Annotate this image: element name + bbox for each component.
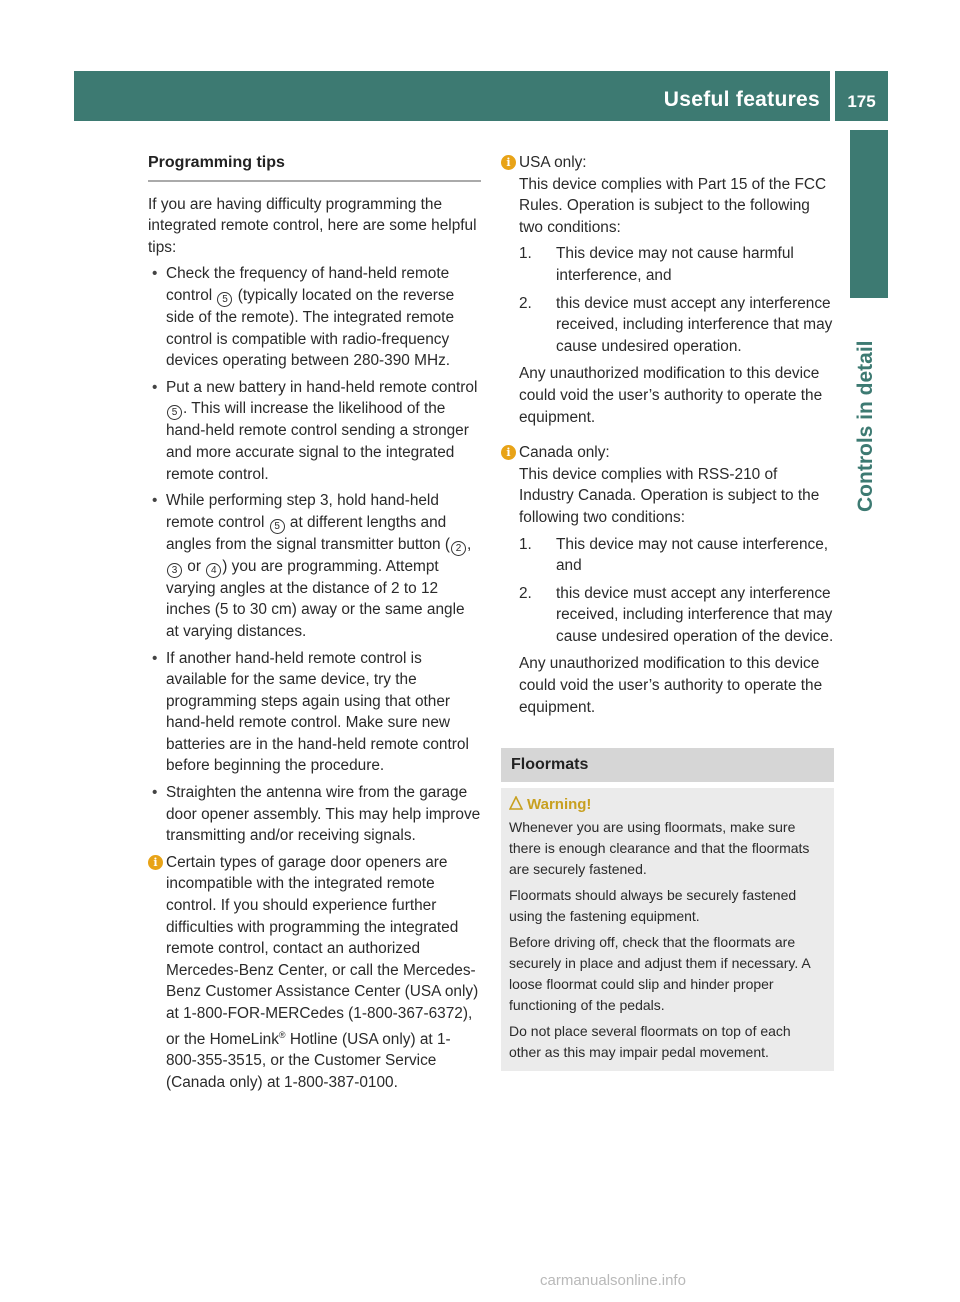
floormats-title: Floormats [501,748,834,782]
info-note-usa [501,152,834,428]
tip-text: . This will increase the likelihood of the hand-held remote control sending a stronger and more accurate signal to the integrated remote control. [166,400,469,483]
warning-paragraph: Do not place several floormats on top of each other as this may impair pedal movement. [509,1022,791,1060]
warning-paragraph: Floormats should always be securely fastened using the fastening equipment. [509,886,797,924]
tip-bullet: • Straighten the antenna wire from the garage door opener assembly. This may help improve transmitting and/or receiving signals. [148,782,481,847]
info-heading: Canada only: [519,444,610,462]
condition-list [519,534,834,648]
info-note [148,852,481,1094]
list-text: This device may not cause interference, and [556,535,829,575]
condition-list [519,243,834,357]
header-bar [74,71,830,121]
info-icon: i [148,855,163,870]
info-text: Hotline (USA only) at 1-800-355-3515, or the Customer Service (Canada only) at 1-800-387-0100. [166,1030,451,1091]
intro-paragraph: If you are having difficulty programming the integrated remote control, here are some helpful tips: [148,195,477,256]
list-item [519,243,834,286]
right-column [501,152,834,1071]
list-number: 1. [519,245,532,263]
list-item [519,293,834,358]
info-footer: Any unauthorized modification to this device could void the user’s authority to operate the equipment. [519,655,823,716]
side-tab-block [850,130,888,298]
info-text: Certain types of garage door openers are incompatible with the integrated remote control. If you should experience further difficulties with programming the integrated remote control, contact an authorized Mercedes-Benz Center, or call the Mercedes-Benz Customer Assistance Center (USA only) at 1-800-FOR-MERCedes (1-800-367-6372), or the HomeLink [166,853,479,1048]
warning-paragraph: Whenever you are using floormats, make sure there is enough clearance and that the floormats are securely fastened. [509,818,810,877]
tip-bullet [148,490,481,642]
page-number-box [835,71,888,121]
list-text: this device must accept any interference received, including interference that may cause undesired operation of the device. [556,584,834,645]
tip-bullet [148,377,481,485]
info-icon: i [501,155,516,170]
tip-text: Put a new battery in hand-held remote control [166,378,478,396]
watermark: carmanualsonline.info [540,1272,686,1289]
callout-number: 2 [451,541,466,556]
tip-text: Check the frequency of hand-held remote control [166,265,450,304]
info-text: This device complies with RSS-210 of Industry Canada. Operation is subject to the following two conditions: [519,465,820,526]
tip-text: (typically located on the reverse side of the remote). The integrated remote control is compatible with radio-frequency devices operating between 280-390 MHz. [166,286,455,370]
section-header-title: Useful features [663,88,820,111]
warning-label: Warning! [527,795,592,813]
section-title: Programming tips [148,152,481,182]
tip-text: , [467,535,472,553]
list-number: 2. [519,294,532,312]
registered-mark: ® [278,1029,286,1040]
left-column [148,152,481,1099]
tip-bullet [148,263,481,371]
list-number: 1. [519,535,532,553]
callout-number: 5 [167,405,182,420]
info-footer: Any unauthorized modification to this device could void the user’s authority to operate the equipment. [519,365,823,426]
warning-box [501,788,834,1071]
list-text: This device may not cause harmful interference, and [556,245,794,284]
list-number: 2. [519,584,532,602]
callout-number: 4 [206,563,221,578]
info-note-canada [501,442,834,718]
tip-bullet: • If another hand-held remote control is available for the same device, try the programming steps again using that other hand-held remote control. Make sure new batteries are in the hand-held remote control before beginning the procedure. [148,648,481,778]
list-item [519,583,834,648]
info-text: This device complies with Part 15 of the FCC Rules. Operation is subject to the following two conditions: [519,175,827,236]
callout-number: 5 [270,519,285,534]
list-item [519,534,834,577]
callout-number: 5 [217,292,232,307]
tip-text: ) you are programming. Attempt varying angles at the distance of 2 to 12 inches (5 to 30 cm) away or the same angle at varying distances. [166,557,465,640]
tip-text: at different lengths and angles from the signal transmitter button ( [166,513,451,553]
info-icon: i [501,445,516,460]
warning-icon [509,796,523,810]
info-heading: USA only: [519,154,587,171]
callout-number: 3 [167,563,182,578]
page-number: 175 [847,92,876,111]
tip-text: or [183,557,206,575]
warning-paragraph: Before driving off, check that the floormats are securely in place and adjust them if necessary. A loose floormat could slip and hinder proper functioning of the pedals. [509,933,810,1013]
side-tab-label: Controls in detail [854,340,877,512]
floormats-section [501,748,834,1071]
list-text: this device must accept any interference received, including interference that may cause undesired operation. [556,294,833,355]
warning-title [509,794,826,815]
tip-text: While performing step 3, hold hand-held remote control [166,492,439,531]
